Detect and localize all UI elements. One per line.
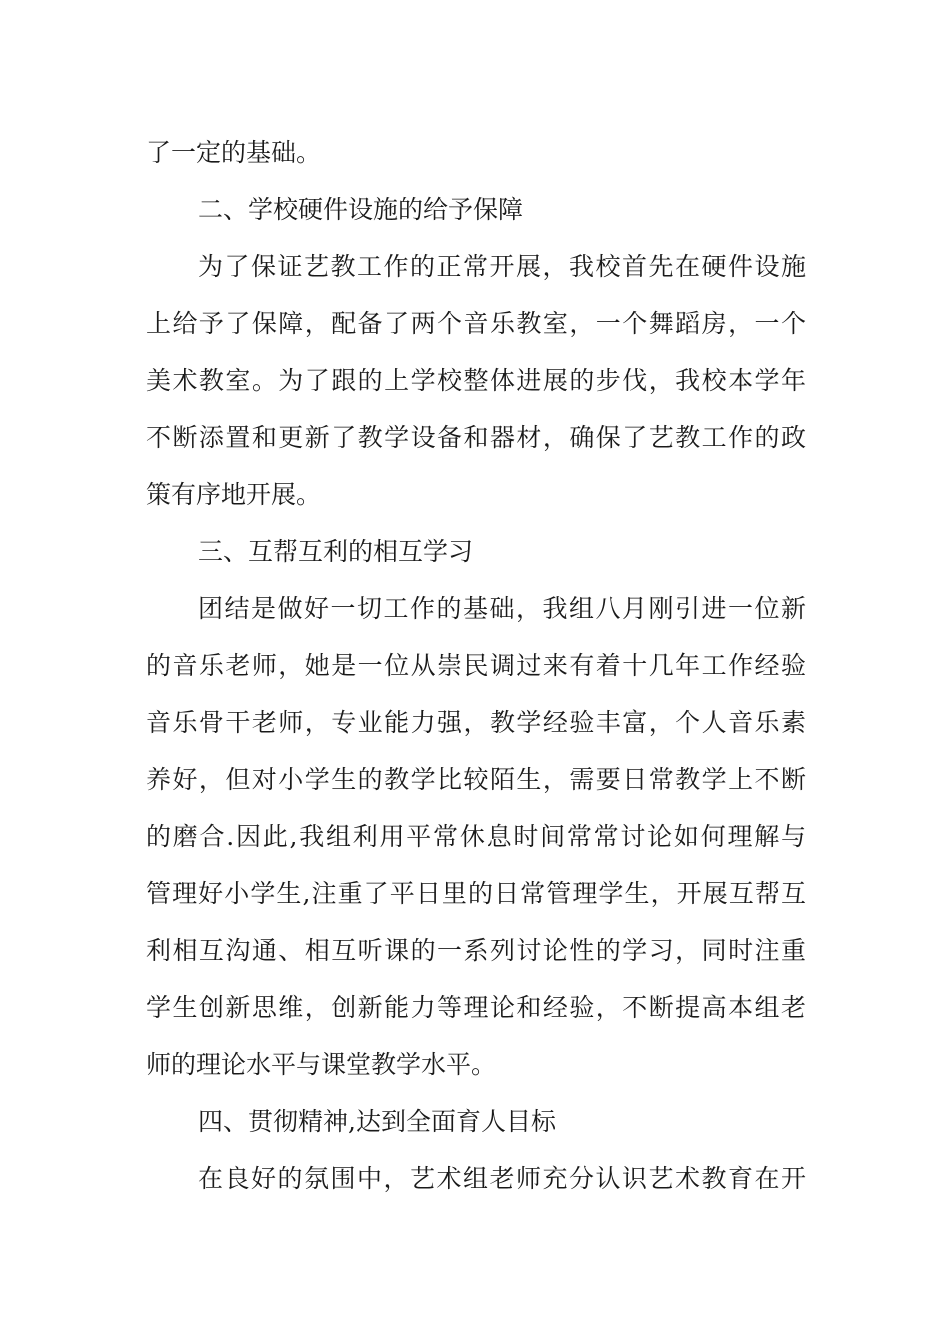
paragraph-line: 的磨合.因此,我组利用平常休息时间常常讨论如何理解与 [146, 822, 806, 851]
paragraph-line: 学生创新思维，创新能力等理论和经验，不断提高本组老 [146, 993, 806, 1022]
paragraph-line: 管理好小学生,注重了平日里的日常管理学生，开展互帮互 [146, 879, 806, 908]
paragraph-continuation: 了一定的基础。 [146, 138, 322, 167]
paragraph-line: 在良好的氛围中，艺术组老师充分认识艺术教育在开 [198, 1164, 806, 1193]
paragraph-line: 养好，但对小学生的教学比较陌生，需要日常教学上不断 [146, 765, 806, 794]
section-heading-3: 三、互帮互利的相互学习 [198, 537, 474, 566]
paragraph-line: 的音乐老师，她是一位从崇民调过来有着十几年工作经验 [146, 651, 806, 680]
section-heading-4: 四、贯彻精神,达到全面育人目标 [198, 1107, 556, 1136]
paragraph-line: 师的理论水平与课堂教学水平。 [146, 1050, 497, 1079]
paragraph-line: 策有序地开展。 [146, 480, 322, 509]
paragraph-line: 音乐骨干老师，专业能力强，教学经验丰富，个人音乐素 [146, 708, 806, 737]
section-heading-2: 二、学校硬件设施的给予保障 [198, 195, 524, 224]
paragraph-line: 利相互沟通、相互听课的一系列讨论性的学习，同时注重 [146, 936, 806, 965]
paragraph-line: 美术教室。为了跟的上学校整体进展的步伐，我校本学年 [146, 366, 806, 395]
paragraph-line: 不断添置和更新了教学设备和器材，确保了艺教工作的政 [146, 423, 806, 452]
paragraph-line: 团结是做好一切工作的基础，我组八月刚引进一位新 [198, 594, 806, 623]
paragraph-line: 上给予了保障，配备了两个音乐教室，一个舞蹈房，一个 [146, 309, 806, 338]
paragraph-line: 为了保证艺教工作的正常开展，我校首先在硬件设施 [198, 252, 806, 281]
